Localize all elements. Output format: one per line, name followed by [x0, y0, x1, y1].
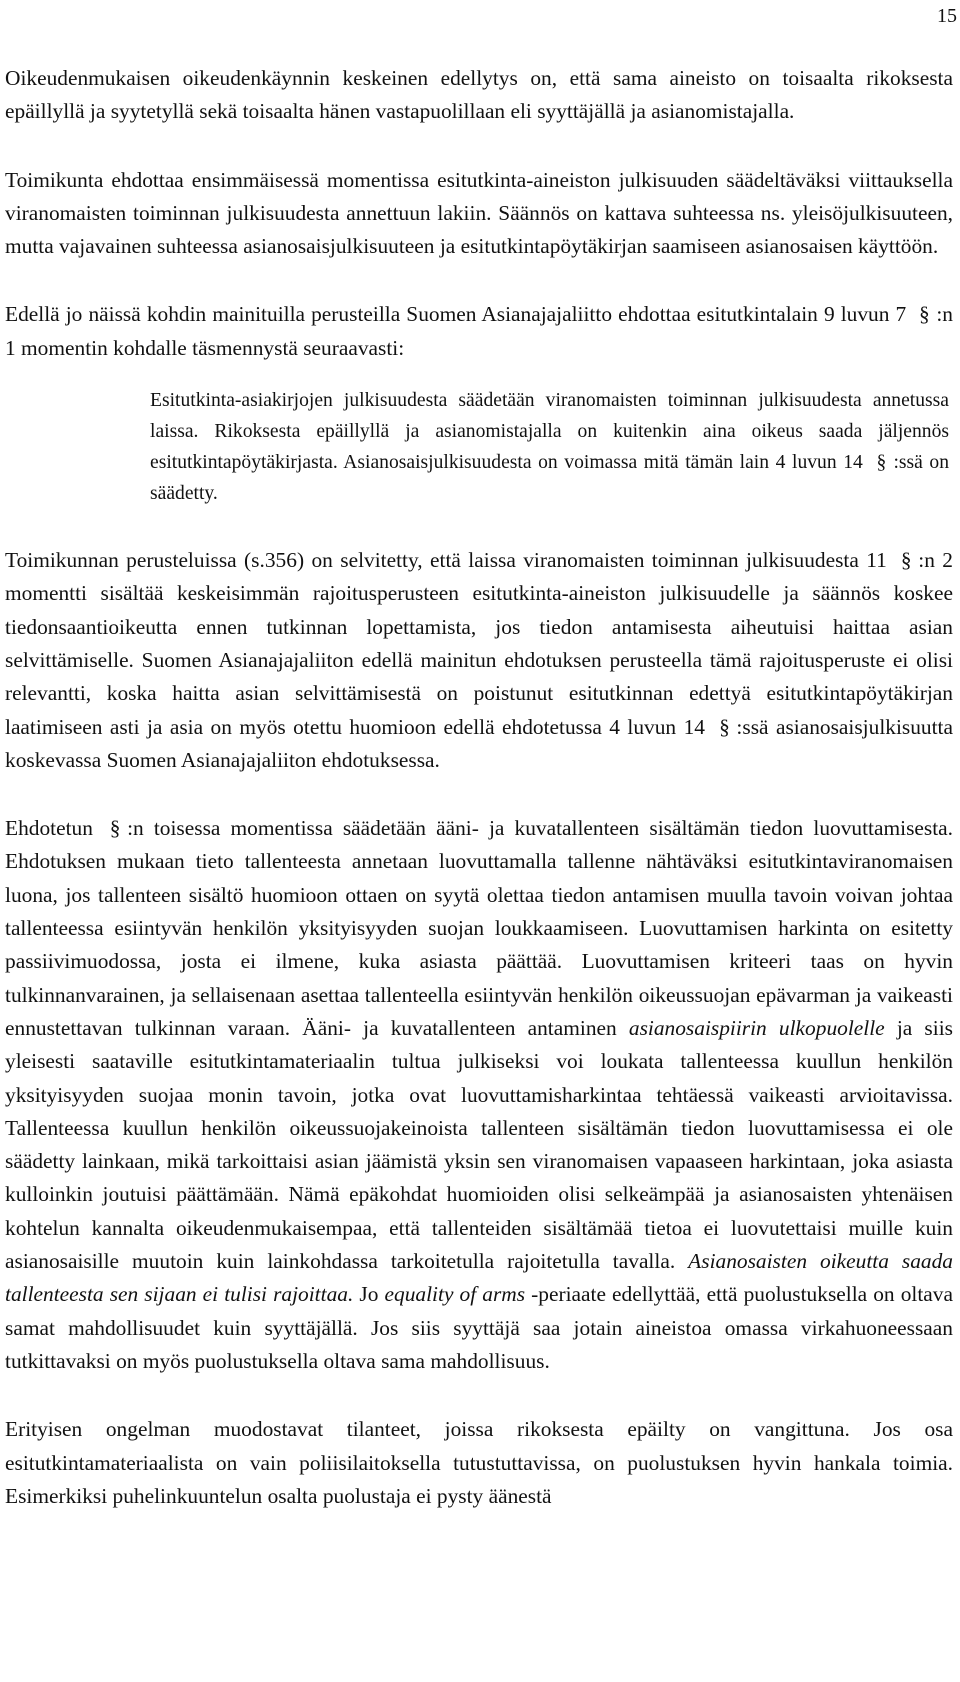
text-run: :n toisessa momentissa säädetään ääni- ja kuvatallenteen sisältämän tiedon luovuttamisesta. Ehdotuksen mukaan tieto tallenteesta annetaan luovuttamalla tallenne nähtäväksi esitutkintaviranomaisen luona, jos tallenteen sisältö huomioon ottaen on syytä olettaa tiedon antamisen muulla tavoin voivan johtaa tallenteessa esiintyvän henkilön yksityisyyden suojan loukkaamiseen. Luovuttamisen harkinta on esitetty passiivimuodossa, josta ei ilmene, kuka asiasta päättää. Luovuttamisen kriteeri taas on hyvin tulkinnanvarainen, ja sellaisenaan asettaa tallenteella esiintyvän henkilön oikeussuojan epävarman ja vaikeasti ennustettavan tulkinnan varaan. Ääni- ja kuvatallenteen antaminen	[5, 816, 953, 1040]
text-run: :ssä on säädetty.	[150, 452, 950, 505]
text-run: Jo	[359, 1282, 379, 1307]
document-body	[5, 62, 953, 1513]
text-run: ja siis yleisesti saataville esitutkintamateriaalin tultua julkiseksi voi loukata tallenteessa kuullun henkilön yksityisyyden suojaa monin tavoin, jotka ovat luovuttamisharkintaa tehtäessä vaikeasti arvioitavissa. Tallenteessa kuullun henkilön oikeussuojakeinoista tallenteen sisältämän tiedon luovuttamisessa ei ole säädetty lainkaan, mikä tarkoittaisi asian jäämistä yksin sen viranomaisen vapaaseen harkintaan, joka asiasta kulloinkin joutuisi päättämään. Nämä epäkohdat huomioiden olisi selkeämpää ja asianosaisten yhtenäisen kohtelun kannalta oikeudenmukaisempaa, että tallenteiden sisältämää tietoa ei luovutettaisi muille kuin asianosaisille muutoin kuin lainkohdassa tarkoitetulla rajoitetulla tavalla.	[5, 1015, 953, 1274]
text-run: :n 1 momentin kohdalle täsmennystä seuraavasti:	[5, 302, 953, 360]
text-run: :n 2 momentti sisältää keskeisimmän rajoitusperusteen esitutkinta-aineiston julkisuudelle ja säännös koskee tiedonsaantioikeutta ennen tutkinnan lopettamista, jos tiedon antamisesta aiheutuisi haittaa asian selvittämiselle. Suomen Asianajajaliiton edellä mainitun ehdotuksen perusteella tämä rajoitusperuste ei olisi relevantti, koska haitta asian selvittämisestä on poistunut esitutkinnan edettyä esitutkintapöytäkirjan laatimiseen asti ja asia on myös otettu huomioon edellä ehdotetussa 4 luvun 14	[5, 548, 953, 739]
paragraph-committee-rationale	[5, 544, 953, 777]
text-run: Edellä jo näissä kohdin mainituilla perusteilla Suomen Asianajajaliitto ehdottaa esitutkintalain 9 luvun 7	[5, 302, 907, 327]
section-sign: §	[109, 816, 121, 841]
page-number: 15	[937, 5, 957, 27]
italic-text: asianosaispiirin ulkopuolelle	[628, 1015, 885, 1040]
text-run: Esitutkinta-asiakirjojen julkisuudesta säädetään viranomaisten toiminnan julkisuudesta annetussa laissa. Rikoksesta epäillyllä ja asianomistajalla on kuitenkin aina oikeus saada jäljennös esitutkintapöytäkirjasta. Asianosaisjulkisuudesta on voimassa mitä tämän lain 4 luvun 14	[150, 390, 949, 474]
italic-text: Asianosaisten oikeutta saada tallenteesta sen sijaan ei tulisi rajoittaa.	[5, 1249, 953, 1307]
paragraph-committee-proposal: Toimikunta ehdottaa ensimmäisessä momentissa esitutkinta-aineiston julkisuuden säädeltäväksi viittauksella viranomaisten toiminnan julkisuudesta annettuun lakiin. Säännös on kattava suhteessa ns. yleisöjulkisuuteen, mutta vajavainen suhteessa asianosaisjulkisuuteen ja esitutkintapöytäkirjan saamiseen asianosaisen käyttöön.	[5, 167, 953, 259]
italic-text: equality of arms	[384, 1282, 526, 1307]
text-run: -periaate edellyttää, että puolustuksella on oltava samat mahdollisuudet kuin syyttäjällä. Jos siis syyttäjä saa jotain aineistoa omassa virkahuoneessaan tutkittavaksi on myös puolustuksella oltava sama mahdollisuus.	[5, 1282, 953, 1373]
text-run: :ssä asianosaisjulkisuutta koskevassa Suomen Asianajajaliiton ehdotuksessa.	[5, 714, 953, 772]
text-run: Ehdotetun	[5, 816, 93, 841]
section-sign: §	[919, 302, 930, 327]
paragraph-bar-association-proposal	[5, 298, 953, 365]
text-run: Toimikunnan perusteluissa (s.356) on selvitetty, että laissa viranomaisten toiminnan julkisuudesta 11	[5, 548, 887, 573]
paragraph-recordings	[5, 812, 953, 1378]
section-sign: §	[719, 714, 730, 739]
paragraph-custody-problem: Erityisen ongelman muodostavat tilanteet, joissa rikoksesta epäilty on vangittuna. Jos osa esitutkintamateriaalista on vain poliisilaitoksella tutustuttavissa, on puolustuksen hyvin hankala toimia. Esimerkiksi puhelinkuuntelun osalta puolustaja ei pysty äänestä	[5, 1417, 953, 1508]
section-sign: §	[900, 548, 912, 573]
paragraph-fair-trial: Oikeudenmukaisen oikeudenkäynnin keskeinen edellytys on, että sama aineisto on toisaalta rikoksesta epäillyllä ja syytetyllä sekä toisaalta hänen vastapuolillaan eli syyttäjällä ja asianomistajalla.	[5, 66, 953, 124]
section-sign: §	[876, 452, 887, 474]
block-quote-proposed-text	[150, 385, 949, 509]
